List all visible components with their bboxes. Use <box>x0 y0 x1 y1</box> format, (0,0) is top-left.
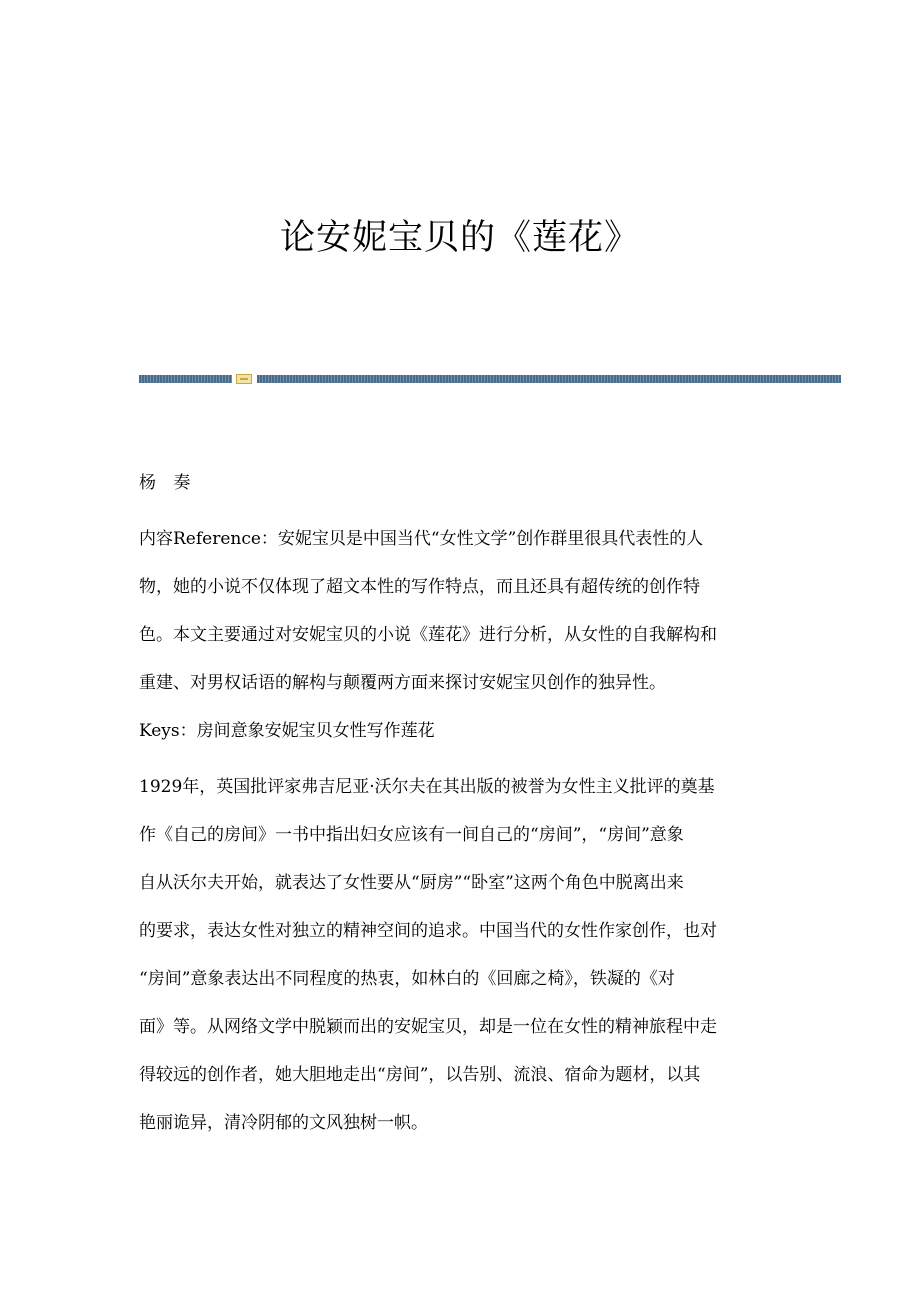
abstract-paragraph <box>139 515 779 707</box>
title-divider <box>139 374 841 384</box>
author-name: 杨 奏 <box>139 473 197 493</box>
body-line: 的要求，表达女性对独立的精神空间的追求。中国当代的女性作家创作，也对 <box>139 921 717 941</box>
abstract-line: 物，她的小说不仅体现了超文本性的写作特点，而且还具有超传统的创作特 <box>139 577 700 597</box>
page-title: 论安妮宝贝的《莲花》 <box>279 218 640 258</box>
divider-bar-left <box>139 375 232 383</box>
body-line: 自从沃尔夫开始，就表达了女性要从“厨房”“卧室”这两个角色中脱离出来 <box>139 873 684 893</box>
keywords-line: Keys：房间意象安妮宝贝女性写作莲花 <box>139 721 435 741</box>
body-line: 作《自己的房间》一书中指出妇女应该有一间自己的“房间”，“房间”意象 <box>139 825 684 845</box>
divider-ornament-icon <box>236 374 252 384</box>
body-line: 得较远的创作者，她大胆地走出“房间”，以告别、流浪、宿命为题材，以其 <box>139 1065 701 1085</box>
body-paragraph <box>139 763 779 1147</box>
body-line: 面》等。从网络文学中脱颖而出的安妮宝贝，却是一位在女性的精神旅程中走 <box>139 1017 717 1037</box>
divider-bar-right <box>257 375 841 383</box>
body-line: 1929年，英国批评家弗吉尼亚·沃尔夫在其出版的被誉为女性主义批评的奠基 <box>139 777 715 797</box>
abstract-line: 色。本文主要通过对安妮宝贝的小说《莲花》进行分析，从女性的自我解构和 <box>139 625 717 645</box>
body-line: 艳丽诡异，清冷阴郁的文风独树一帜。 <box>139 1113 428 1133</box>
abstract-line: 内容Reference：安妮宝贝是中国当代“女性文学”创作群里很具代表性的人 <box>139 529 704 549</box>
abstract-line: 重建、对男权话语的解构与颠覆两方面来探讨安妮宝贝创作的独异性。 <box>139 673 666 693</box>
body-line: “房间”意象表达出不同程度的热衷，如林白的《回廊之椅》，铁凝的《对 <box>139 969 675 989</box>
